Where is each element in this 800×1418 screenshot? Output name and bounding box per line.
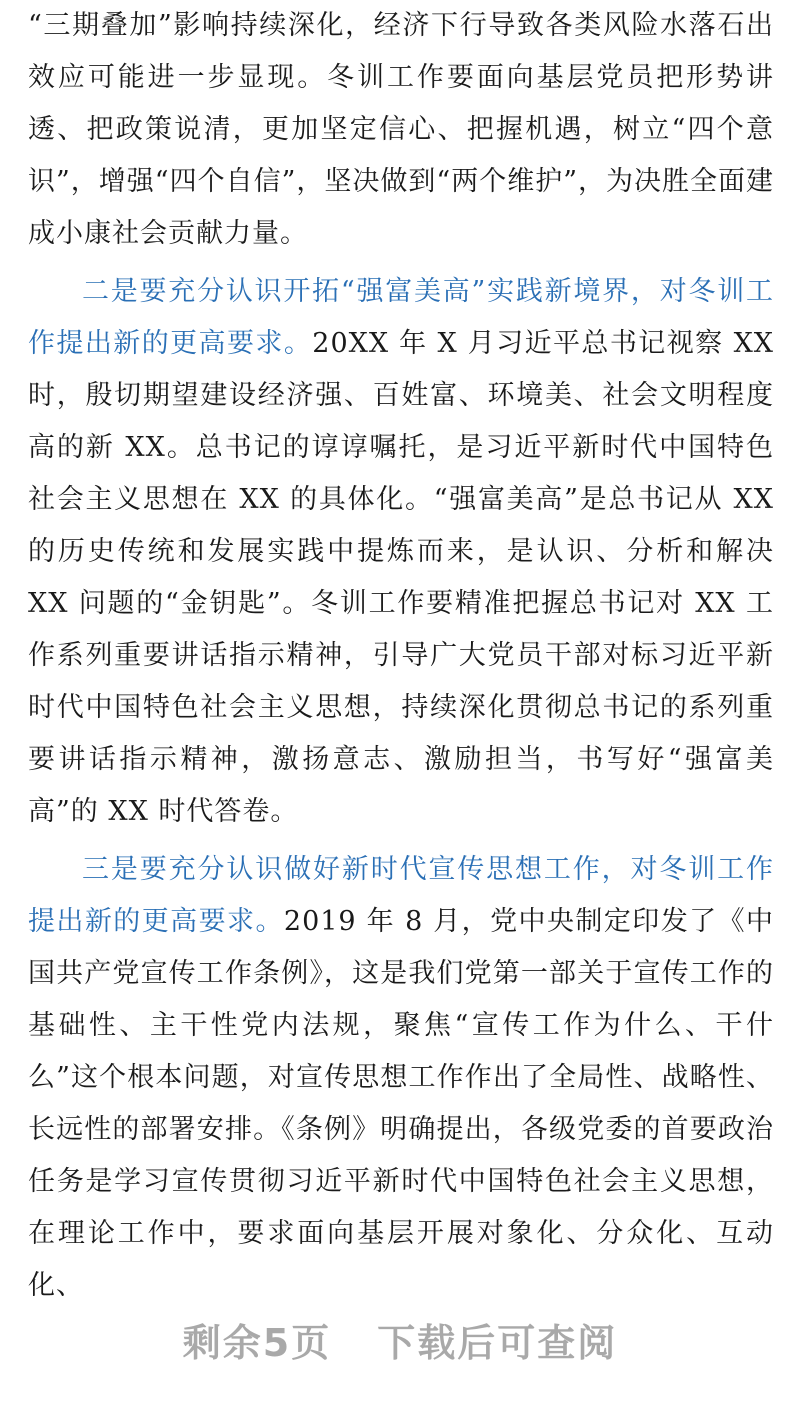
download-prompt-banner[interactable] bbox=[0, 1312, 800, 1367]
remaining-pages-label: 剩余5页 bbox=[182, 1321, 332, 1365]
document-page bbox=[28, 0, 774, 1312]
paragraph-2-text: 20XX 年 X 月习近平总书记视察 XX 时，殷切期望建设经济强、百姓富、环境美、社会文明程度高的新 XX。总书记的谆谆嘱托，是习近平新时代中国特色社会主义思想在 XX 的具体化。“强富美高”是总书记从 XX 的历史传统和发展实践中提炼而来，是认识、分析和解决 XX 问题的“金钥匙”。冬训工作要精准把握总书记对 XX 工作系列重要讲话指示精神，引导广大党员干部对标习近平新时代中国特色社会主义思想，持续深化贯彻总书记的系列重要讲话指示精神，激扬意志、激励担当，书写好“强富美高”的 XX 时代答卷。 bbox=[28, 328, 775, 827]
paragraph-3 bbox=[28, 844, 774, 1312]
download-to-view-label: 下载后可查阅 bbox=[377, 1321, 618, 1365]
paragraph-1-text: “三期叠加”影响持续深化，经济下行导致各类风险水落石出效应可能进一步显现。冬训工作要面向基层党员把形势讲透、把政策说清，更加坚定信心、把握机遇，树立“四个意识”，增强“四个自信”，坚决做到“两个维护”，为决胜全面建成小康社会贡献力量。 bbox=[28, 10, 775, 249]
paragraph-1 bbox=[28, 0, 774, 260]
paragraph-2 bbox=[28, 266, 774, 838]
paragraph-3-text: 2019 年 8 月，党中央制定印发了《中国共产党宣传工作条例》，这是我们党第一部关于宣传工作的基础性、主干性党内法规，聚焦“宣传工作为什么、干什么”这个根本问题，对宣传思想工作作出了全局性、战略性、长远性的部署安排。《条例》明确提出，各级党委的首要政治任务是学习宣传贯彻习近平新时代中国特色社会主义思想，在理论工作中，要求面向基层开展对象化、分众化、互动化、 bbox=[28, 906, 775, 1301]
paragraph-2-lead: 二是要充分认识开拓“强富美高”实践新境界，对冬训工作提出新的更高要求。 bbox=[28, 276, 774, 359]
paragraph-3-lead: 三是要充分认识做好新时代宣传思想工作，对冬训工作提出新的更高要求。 bbox=[28, 854, 774, 937]
